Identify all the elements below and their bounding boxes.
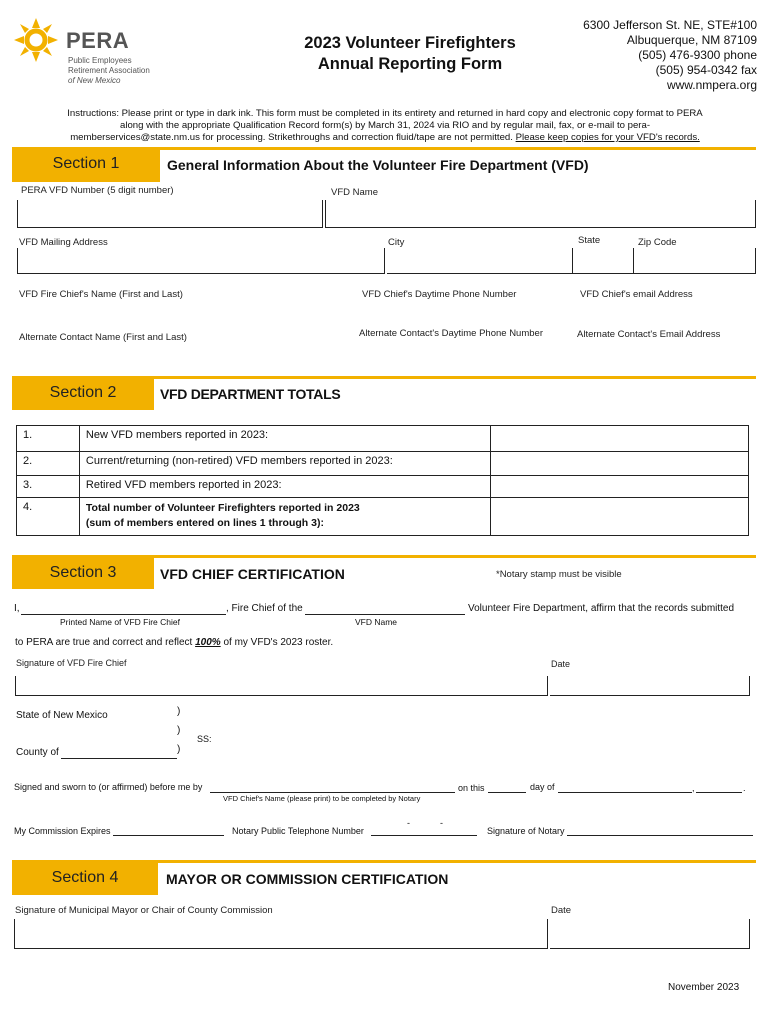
pera-address bbox=[520, 18, 757, 93]
true-correct-b: of my VFD's 2023 roster. bbox=[220, 637, 334, 648]
notary-phone-input[interactable] bbox=[371, 835, 477, 836]
notary-sig-input[interactable] bbox=[567, 835, 753, 836]
section3-label: Section 3 bbox=[12, 556, 154, 589]
notary-phone-label: Notary Public Telephone Number bbox=[232, 826, 364, 836]
totals-total-num: 4. bbox=[17, 498, 80, 536]
alt-phone-input[interactable] bbox=[360, 345, 574, 367]
vfd-name-caption: VFD Name bbox=[355, 617, 398, 627]
chief-email-input[interactable] bbox=[576, 302, 756, 326]
logo-sub2: Retirement Association bbox=[68, 66, 150, 75]
instructions-keep-copies: Please keep copies for your VFD's records. bbox=[515, 132, 700, 143]
totals-row-2 bbox=[17, 452, 749, 476]
vfd-number-label: PERA VFD Number (5 digit number) bbox=[21, 185, 174, 196]
mailing-address-label: VFD Mailing Address bbox=[19, 237, 108, 248]
sworn-chief-name-input[interactable] bbox=[210, 792, 455, 793]
alt-name-input[interactable] bbox=[17, 345, 357, 367]
vfd-number-input[interactable] bbox=[17, 200, 323, 228]
city-input[interactable] bbox=[387, 248, 572, 274]
section4-title: MAYOR OR COMMISSION CERTIFICATION bbox=[166, 871, 449, 887]
chief-email-label: VFD Chief's email Address bbox=[580, 289, 693, 300]
chief-signature-label: Signature of VFD Fire Chief bbox=[16, 658, 127, 668]
affirm-i: I, bbox=[14, 603, 20, 614]
totals-row-1-input[interactable] bbox=[491, 426, 749, 452]
chief-name-input[interactable] bbox=[17, 302, 357, 326]
cert-vfd-name-input[interactable] bbox=[305, 614, 465, 615]
totals-row-text: Retired VFD members reported in 2023: bbox=[79, 476, 490, 498]
alt-email-label: Alternate Contact's Email Address bbox=[577, 329, 721, 340]
address-phone: (505) 476-9300 phone bbox=[638, 48, 757, 62]
printed-name-input[interactable] bbox=[21, 614, 226, 615]
alt-name-label: Alternate Contact Name (First and Last) bbox=[19, 332, 187, 343]
totals-total-text bbox=[79, 498, 490, 536]
chief-date-input[interactable] bbox=[550, 676, 750, 696]
address-line1: 6300 Jefferson St. NE, STE#100 bbox=[583, 18, 757, 32]
state-of-nm: State of New Mexico bbox=[16, 710, 108, 721]
totals-row-text: New VFD members reported in 2023: bbox=[79, 426, 490, 452]
county-input[interactable] bbox=[61, 758, 177, 759]
section4-label: Section 4 bbox=[12, 861, 158, 895]
logo-sub3: of New Mexico bbox=[68, 76, 121, 85]
mayor-signature-input[interactable] bbox=[14, 919, 548, 949]
printed-name-caption: Printed Name of VFD Fire Chief bbox=[60, 617, 180, 627]
paren-3: ) bbox=[177, 744, 181, 755]
state-input[interactable] bbox=[572, 248, 634, 274]
totals-row-num: 2. bbox=[17, 452, 80, 476]
year-input[interactable] bbox=[696, 792, 742, 793]
mayor-signature-label: Signature of Municipal Mayor or Chair of County Commission bbox=[15, 905, 273, 916]
totals-table bbox=[16, 425, 749, 536]
totals-row-4 bbox=[17, 498, 749, 536]
totals-total-line1: Total number of Volunteer Firefighters reported in 2023 bbox=[85, 502, 360, 514]
year-period: . bbox=[743, 783, 746, 793]
sworn-label: Signed and sworn to (or affirmed) before me by bbox=[14, 782, 203, 792]
chief-phone-input[interactable] bbox=[360, 302, 574, 326]
day-of-label: day of bbox=[530, 782, 555, 792]
paren-1: ) bbox=[177, 706, 181, 717]
chief-signature-input[interactable] bbox=[15, 676, 548, 696]
form-title-line2: Annual Reporting Form bbox=[317, 55, 503, 73]
logo-name: PERA bbox=[66, 28, 130, 53]
vfd-name-input[interactable] bbox=[325, 200, 756, 228]
totals-row-3 bbox=[17, 476, 749, 498]
totals-total-input[interactable] bbox=[491, 498, 749, 536]
phone-dash-1: - bbox=[407, 818, 410, 828]
mayor-date-input[interactable] bbox=[550, 919, 750, 949]
footer-date: November 2023 bbox=[668, 982, 740, 993]
ss-label: SS: bbox=[197, 734, 212, 744]
section2-title: VFD DEPARTMENT TOTALS bbox=[160, 386, 341, 402]
instructions-line1: Instructions: Please print or type in dark ink. This form must be completed in its entirety and returned in hard copy and electronic copy format to PERA bbox=[67, 108, 703, 119]
section2-label: Section 2 bbox=[12, 377, 154, 410]
mailing-address-input[interactable] bbox=[17, 248, 385, 274]
day-input[interactable] bbox=[488, 792, 526, 793]
sun-logo-icon bbox=[12, 16, 60, 64]
month-input[interactable] bbox=[558, 792, 692, 793]
instructions-line3: memberservices@state.nm.us for processing. Strikethroughs and correction fluid/tape are not permitted. bbox=[70, 132, 516, 143]
alt-email-input[interactable] bbox=[576, 345, 756, 367]
on-this-label: on this bbox=[458, 783, 485, 793]
alt-phone-label: Alternate Contact's Daytime Phone Number bbox=[359, 328, 543, 339]
chief-name-label: VFD Fire Chief's Name (First and Last) bbox=[19, 289, 183, 300]
address-fax: (505) 954-0342 fax bbox=[655, 63, 757, 77]
section3-title: VFD CHIEF CERTIFICATION bbox=[160, 566, 345, 582]
totals-row-num: 3. bbox=[17, 476, 80, 498]
county-label: County of bbox=[16, 747, 59, 758]
zip-label: Zip Code bbox=[638, 237, 677, 248]
totals-total-line2: (sum of members entered on lines 1 through 3): bbox=[85, 517, 324, 529]
totals-row-2-input[interactable] bbox=[491, 452, 749, 476]
totals-row-3-input[interactable] bbox=[491, 476, 749, 498]
form-title-line1: 2023 Volunteer Firefighters bbox=[304, 34, 516, 52]
affirm-records: Volunteer Fire Department, affirm that the records submitted bbox=[468, 603, 735, 614]
section1-label: Section 1 bbox=[12, 148, 160, 182]
address-line2: Albuquerque, NM 87109 bbox=[626, 33, 757, 47]
month-comma: , bbox=[692, 783, 695, 793]
true-correct bbox=[15, 637, 333, 648]
instructions-line2: along with the appropriate Qualification Record form(s) by March 31, 2024 via RIO and by regular mail, fax, or e-mail to pera- bbox=[119, 120, 651, 131]
vfd-name-label: VFD Name bbox=[331, 187, 378, 198]
city-label: City bbox=[388, 237, 405, 248]
state-label: State bbox=[578, 235, 601, 246]
chief-name-note: VFD Chief's Name (please print) to be completed by Notary bbox=[223, 794, 421, 803]
true-correct-a: to PERA are true and correct and reflect bbox=[15, 637, 196, 648]
chief-date-label: Date bbox=[551, 659, 571, 669]
form-title bbox=[270, 33, 550, 75]
mayor-date-label: Date bbox=[551, 905, 572, 916]
zip-input[interactable] bbox=[634, 248, 756, 274]
phone-dash-2: - bbox=[440, 818, 443, 828]
affirm-fire-chief-of: , Fire Chief of the bbox=[226, 603, 303, 614]
instructions bbox=[14, 108, 756, 144]
commission-input[interactable] bbox=[113, 835, 224, 836]
chief-phone-label: VFD Chief's Daytime Phone Number bbox=[362, 289, 517, 300]
true-correct-pct: 100% bbox=[195, 637, 221, 648]
pera-logo bbox=[12, 16, 162, 96]
notary-sig-label: Signature of Notary bbox=[487, 826, 565, 836]
totals-row-1 bbox=[17, 426, 749, 452]
logo-sub1: Public Employees bbox=[68, 56, 132, 65]
commission-label: My Commission Expires bbox=[14, 826, 111, 836]
totals-row-num: 1. bbox=[17, 426, 80, 452]
paren-2: ) bbox=[177, 725, 181, 736]
section1-title: General Information About the Volunteer Fire Department (VFD) bbox=[167, 157, 589, 173]
notary-note: *Notary stamp must be visible bbox=[496, 569, 622, 580]
address-web: www.nmpera.org bbox=[666, 78, 757, 92]
totals-row-text: Current/returning (non-retired) VFD members reported in 2023: bbox=[79, 452, 490, 476]
